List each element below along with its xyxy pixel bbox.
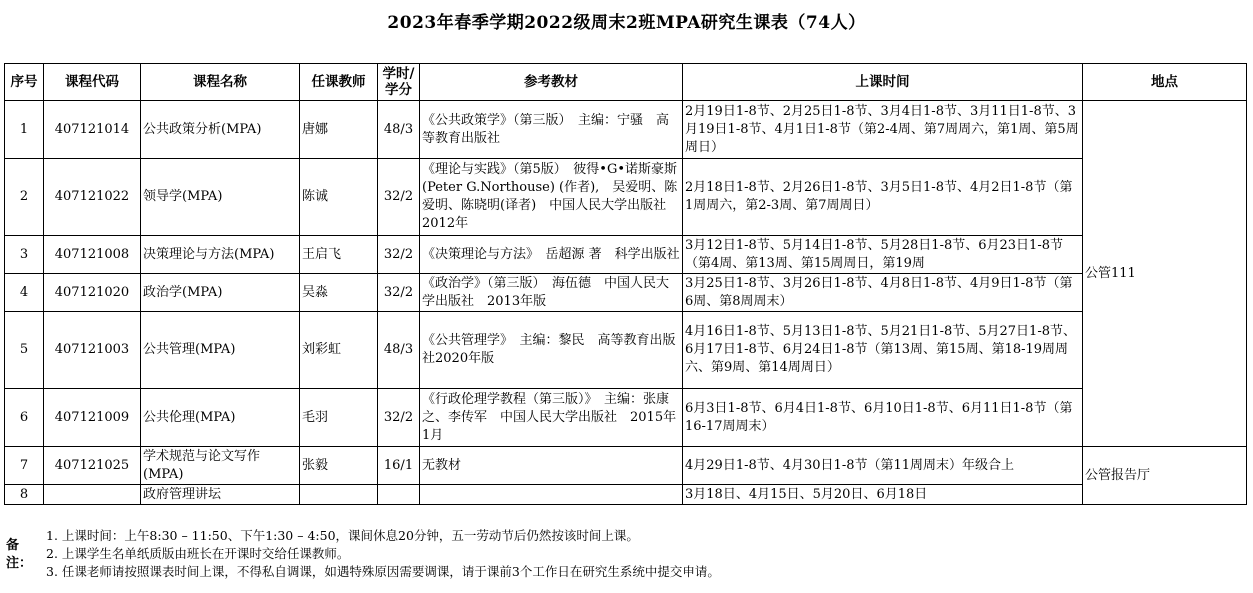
- note-item: 1. 上课时间：上午8:30 – 11:50、下午1:30 – 4:50，课间休息20分钟，五一劳动节后仍然按该时间上课。: [46, 528, 639, 543]
- header-row: [5, 64, 1247, 101]
- cell-textbook: 《公共政策学》（第三版） 主编：宁骚 高等教育出版社: [420, 101, 683, 159]
- cell-textbook: 《理论与实践》（第5版） 彼得•G•诺斯豪斯(Peter G.Northouse) (作者), 吴爱明、陈爱明、陈晓明(译者) 中国人民大学出版社 2012年: [420, 159, 683, 236]
- header-hours: [378, 64, 420, 101]
- cell-textbook: 《政治学》（第三版） 海伍德 中国人民大学出版社 2013年版: [420, 274, 683, 312]
- cell-seq: 8: [5, 485, 44, 505]
- cell-course-name: 公共管理(MPA): [141, 312, 300, 389]
- table-row: [5, 274, 1247, 312]
- cell-time: 4月16日1-8节、5月13日1-8节、5月21日1-8节、5月27日1-8节、6月17日1-8节、6月24日1-8节（第13周、第15周、第18-19周周六、第9周、第14周周日）: [683, 312, 1083, 389]
- cell-hours: 32/2: [378, 389, 420, 447]
- cell-course-name: 领导学(MPA): [141, 159, 300, 236]
- table-row: [5, 389, 1247, 447]
- cell-seq: 6: [5, 389, 44, 447]
- cell-hours: 48/3: [378, 101, 420, 159]
- cell-teacher: 吴淼: [300, 274, 378, 312]
- cell-textbook: 无教材: [420, 447, 683, 485]
- cell-textbook: 《决策理论与方法》 岳超源 著 科学出版社: [420, 236, 683, 274]
- header-seq: 序号: [5, 64, 44, 101]
- cell-time: 2月19日1-8节、2月25日1-8节、3月4日1-8节、3月11日1-8节、3月19日1-8节、4月1日1-8节（第2-4周、第7周周六，第1周、第5周周日）: [683, 101, 1083, 159]
- cell-teacher: 刘彩虹: [300, 312, 378, 389]
- cell-teacher: 唐娜: [300, 101, 378, 159]
- header-name: 课程名称: [141, 64, 300, 101]
- cell-code: 407121014: [44, 101, 141, 159]
- cell-code: 407121008: [44, 236, 141, 274]
- cell-course-name: 政治学(MPA): [141, 274, 300, 312]
- cell-code: 407121025: [44, 447, 141, 485]
- table-row: [5, 236, 1247, 274]
- cell-time: 6月3日1-8节、6月4日1-8节、6月10日1-8节、6月11日1-8节（第16-17周周末）: [683, 389, 1083, 447]
- cell-time: 3月18日、4月15日、5月20日、6月18日: [683, 485, 1083, 505]
- cell-seq: 7: [5, 447, 44, 485]
- header-hours-line1: 学时/: [382, 66, 415, 82]
- cell-time: 3月12日1-8节、5月14日1-8节、5月28日1-8节、6月23日1-8节（第4周、第13周、第15周周日，第19周: [683, 236, 1083, 274]
- cell-seq: 2: [5, 159, 44, 236]
- cell-hours: 48/3: [378, 312, 420, 389]
- table-row: [5, 159, 1247, 236]
- table-row: [5, 447, 1247, 485]
- header-code: 课程代码: [44, 64, 141, 101]
- cell-time: 2月18日1-8节、2月26日1-8节、3月5日1-8节、4月2日1-8节（第1周周六，第2-3周、第7周周日）: [683, 159, 1083, 236]
- cell-time: 3月25日1-8节、3月26日1-8节、4月8日1-8节、4月9日1-8节（第6周、第8周周末）: [683, 274, 1083, 312]
- cell-hours: 16/1: [378, 447, 420, 485]
- cell-teacher: 张毅: [300, 447, 378, 485]
- cell-hours: 32/2: [378, 274, 420, 312]
- cell-course-name: 公共伦理(MPA): [141, 389, 300, 447]
- cell-course-name: 政府管理讲坛: [141, 485, 300, 505]
- cell-seq: 1: [5, 101, 44, 159]
- page-title: 2023年春季学期2022级周末2班MPA研究生课表（74人）: [387, 13, 866, 33]
- note-item: 3. 任课老师请按照课表时间上课，不得私自调课，如遇特殊原因需要调课，请于课前3个工作日在研究生系统中提交申请。: [46, 564, 720, 579]
- cell-seq: 4: [5, 274, 44, 312]
- cell-textbook: 《行政伦理学教程（第三版）》 主编：张康之、李传军 中国人民大学出版社 2015年1月: [420, 389, 683, 447]
- cell-location-secondary: 公管报告厅: [1083, 447, 1247, 505]
- schedule-table: [4, 63, 1247, 505]
- cell-code: [44, 485, 141, 505]
- table-row: [5, 485, 1247, 505]
- cell-course-name: 学术规范与论文写作(MPA): [141, 447, 300, 485]
- cell-code: 407121003: [44, 312, 141, 389]
- header-hours-line2: 学分: [385, 82, 412, 98]
- header-textbook: 参考教材: [420, 64, 683, 101]
- cell-textbook: 《公共管理学》 主编：黎民 高等教育出版社2020年版: [420, 312, 683, 389]
- cell-code: 407121009: [44, 389, 141, 447]
- table-row: [5, 101, 1247, 159]
- cell-hours: 32/2: [378, 159, 420, 236]
- cell-time: 4月29日1-8节、4月30日1-8节（第11周周末）年级合上: [683, 447, 1083, 485]
- cell-textbook: [420, 485, 683, 505]
- cell-teacher: 陈诚: [300, 159, 378, 236]
- cell-seq: 5: [5, 312, 44, 389]
- header-location: 地点: [1083, 64, 1247, 101]
- cell-hours: [378, 485, 420, 505]
- header-time: 上课时间: [683, 64, 1083, 101]
- cell-course-name: 决策理论与方法(MPA): [141, 236, 300, 274]
- note-item: 2. 上课学生名单纸质版由班长在开课时交给任课教师。: [46, 546, 350, 561]
- cell-teacher: 毛羽: [300, 389, 378, 447]
- cell-code: 407121022: [44, 159, 141, 236]
- cell-seq: 3: [5, 236, 44, 274]
- notes-list: [6, 527, 720, 581]
- cell-teacher: [300, 485, 378, 505]
- cell-location-main: 公管111: [1083, 101, 1247, 447]
- notes-label: 备注：: [6, 538, 33, 571]
- cell-code: 407121020: [44, 274, 141, 312]
- cell-hours: 32/2: [378, 236, 420, 274]
- table-row: [5, 312, 1247, 389]
- header-teacher: 任课教师: [300, 64, 378, 101]
- notes-section: [6, 527, 720, 581]
- cell-course-name: 公共政策分析(MPA): [141, 101, 300, 159]
- cell-teacher: 王启飞: [300, 236, 378, 274]
